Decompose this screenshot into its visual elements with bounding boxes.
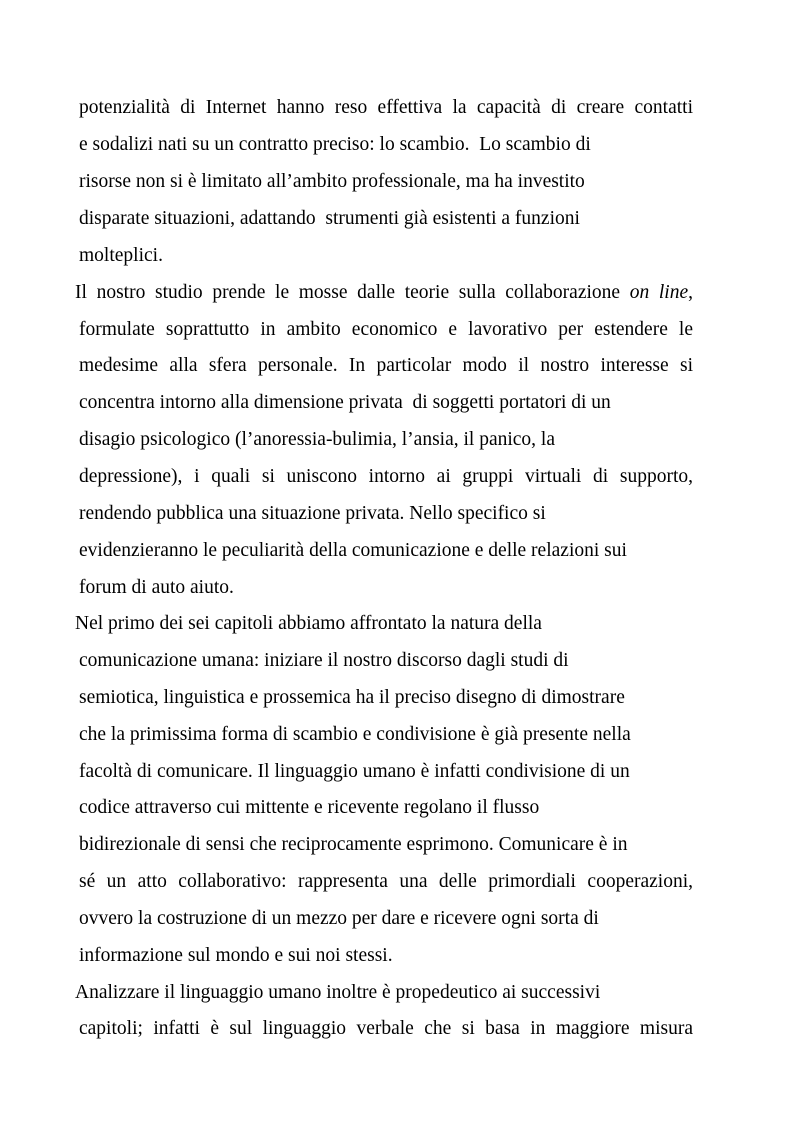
text-line: medesime alla sfera personale. In particolar modo il nostro interesse si	[79, 355, 693, 376]
text-line: forum di auto aiuto.	[79, 577, 234, 598]
text-line: che la primissima forma di scambio e condivisione è già presente nella	[79, 724, 631, 745]
text-line: evidenzieranno le peculiarità della comunicazione e delle relazioni sui	[79, 540, 627, 561]
text-line: disparate situazioni, adattando strumenti già esistenti a funzioni	[79, 208, 580, 229]
text-line: ovvero la costruzione di un mezzo per dare e ricevere ogni sorta di	[79, 908, 599, 929]
text-line: e sodalizi nati su un contratto preciso: lo scambio. Lo scambio di	[79, 134, 591, 155]
paragraph-first-line: Nel primo dei sei capitoli abbiamo affrontato la natura della	[75, 613, 542, 634]
paragraph-first-line: Analizzare il linguaggio umano inoltre è propedeutico ai successivi	[75, 982, 601, 1003]
text-segment: ,	[688, 282, 693, 303]
text-line: bidirezionale di sensi che reciprocamente esprimono. Comunicare è in	[79, 834, 628, 855]
text-line: depressione), i quali si uniscono intorno ai gruppi virtuali di supporto,	[79, 466, 693, 487]
text-segment: Il nostro studio prende le mosse dalle teorie sulla collaborazione	[75, 282, 630, 303]
text-line: informazione sul mondo e sui noi stessi.	[79, 945, 393, 966]
text-line: disagio psicologico (l’anoressia-bulimia, l’ansia, il panico, la	[79, 429, 555, 450]
text-line: codice attraverso cui mittente e ricevente regolano il flusso	[79, 797, 540, 818]
text-line: semiotica, linguistica e prossemica ha il preciso disegno di dimostrare	[79, 687, 625, 708]
text-line: potenzialità di Internet hanno reso effettiva la capacità di creare contatti	[79, 97, 693, 118]
text-line: comunicazione umana: iniziare il nostro discorso dagli studi di	[79, 650, 569, 671]
text-line: rendendo pubblica una situazione privata. Nello specifico si	[79, 503, 546, 524]
paragraph-first-line	[75, 281, 693, 305]
italic-term: on line	[629, 282, 689, 303]
text-line: risorse non si è limitato all’ambito professionale, ma ha investito	[79, 171, 585, 192]
text-line: formulate soprattutto in ambito economico e lavorativo per estendere le	[79, 319, 693, 340]
text-line: concentra intorno alla dimensione privata di soggetti portatori di un	[79, 392, 611, 413]
text-line: capitoli; infatti è sul linguaggio verbale che si basa in maggiore misura	[79, 1018, 693, 1039]
text-line: facoltà di comunicare. Il linguaggio umano è infatti condivisione di un	[79, 761, 630, 782]
text-line: sé un atto collaborativo: rappresenta una delle primordiali cooperazioni,	[79, 871, 693, 892]
text-line: molteplici.	[79, 245, 163, 266]
